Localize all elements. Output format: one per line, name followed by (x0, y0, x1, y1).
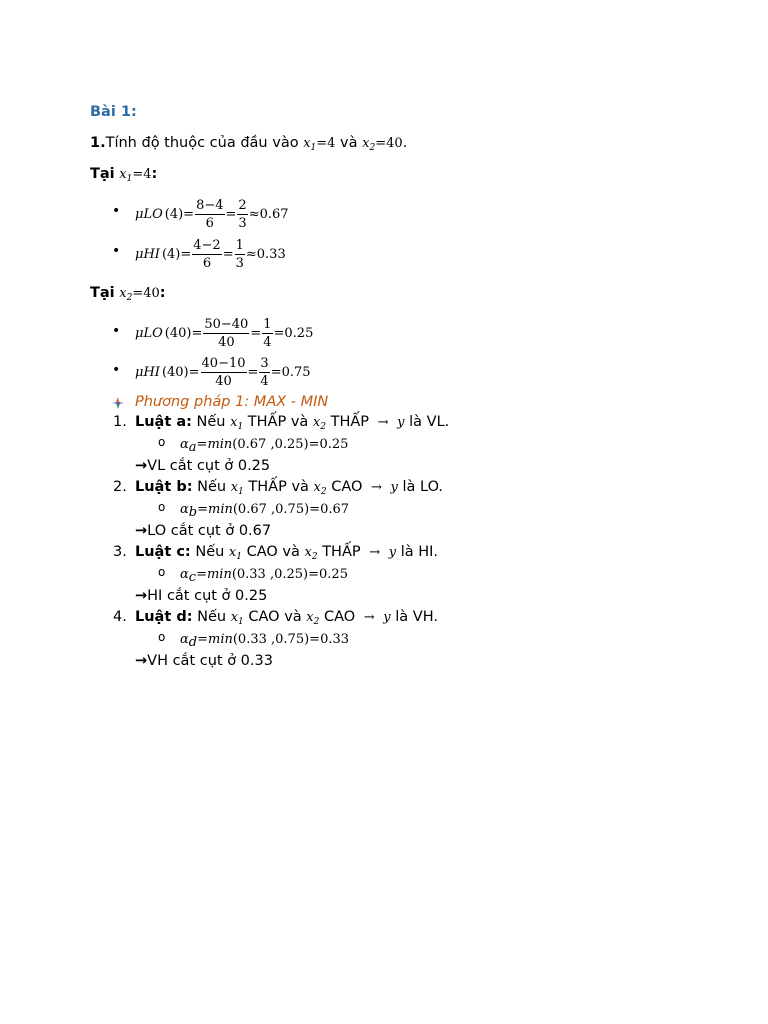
arrow-icon: → (135, 653, 148, 669)
cut-result: →VH cắt cụt ở 0.33 (135, 653, 273, 669)
implies-arrow: → (371, 480, 382, 495)
alpha-formula: $\alpha_a=\min(0.67$ ,0.25)=0.25 (180, 437, 349, 455)
rule-name: Luật c: (135, 544, 191, 560)
sub-bullet: o (158, 500, 166, 514)
formula-mu-hi-40: μ HI (40) = $\frac{40-10}{40}$ = $\frac{3}{4}$ =0.75 (135, 356, 311, 389)
bullet: • (112, 323, 121, 339)
implies-arrow: → (369, 545, 381, 560)
arrow-icon: → (135, 588, 148, 604)
cut-result: →HI cắt cụt ở 0.25 (135, 588, 268, 604)
formula-mu-lo-40: μ LO (40) = $\frac{50-40}{40}$ = $\frac{1}{4}$ =0.25 (135, 317, 314, 350)
bullet: • (112, 243, 121, 259)
rule-line: Luật a: Nếu $x_1$ THẤP và $x_2$ THẤP → y là VL. (135, 414, 450, 432)
rule-number: 1. (113, 414, 127, 430)
rule-line: Luật b: Nếu $x_1$ THẤP và $x_2$ CAO → y là LO. (135, 479, 444, 497)
bullet: • (112, 203, 121, 219)
question-1: 1.Tính độ thuộc của đầu vào $x_1=4$ và $x_2=40$. (90, 135, 408, 153)
alpha-formula: $\alpha_b=\min(0.67$ ,0.75)=0.67 (180, 502, 350, 520)
rule-name: Luật a: (135, 414, 192, 430)
formula-mu-lo-4: μ LO (4) = $\frac{8-4}{6}$ = $\frac{2}{3}$ ≈0.67 (135, 198, 289, 231)
alpha-formula: $\alpha_c=\min(0.33$ ,0.25)=0.25 (180, 567, 348, 585)
at-x2-heading: Tại $x_2=40$: (90, 285, 166, 303)
sub-bullet: o (158, 565, 166, 579)
method-heading: Phương pháp 1: MAX - MIN (135, 394, 329, 410)
implies-arrow: → (363, 610, 375, 625)
rule-name: Luật b: (135, 479, 193, 495)
var-x2: $x_2$ (362, 136, 376, 153)
bullet: • (112, 362, 121, 378)
rule-number: 2. (113, 479, 127, 495)
question-number: 1. (90, 135, 106, 151)
fraction: $\frac{40-10}{40}$ (201, 356, 246, 389)
fraction: $\frac{3}{4}$ (260, 356, 269, 389)
question-text: Tính độ thuộc của đầu vào (105, 135, 299, 151)
fraction: $\frac{8-4}{6}$ (196, 198, 224, 231)
arrow-icon: → (135, 458, 148, 474)
rule-name: Luật d: (135, 609, 193, 625)
fraction: $\frac{1}{4}$ (263, 317, 272, 350)
cut-result: →VL cắt cụt ở 0.25 (135, 458, 271, 474)
arrow-icon: → (135, 523, 148, 539)
sub-bullet: o (158, 630, 166, 644)
implies-arrow: → (377, 415, 389, 430)
var-x1: $x_1$ (303, 136, 317, 153)
exercise-title: Bài 1: (90, 104, 137, 120)
cut-result: →LO cắt cụt ở 0.67 (135, 523, 272, 539)
diamond-bullet-icon (111, 396, 125, 410)
fraction: $\frac{2}{3}$ (238, 198, 247, 231)
fraction: $\frac{50-40}{40}$ (204, 317, 249, 350)
rule-number: 3. (113, 544, 127, 560)
rule-number: 4. (113, 609, 127, 625)
fraction: $\frac{4-2}{6}$ (193, 238, 221, 271)
sub-bullet: o (158, 435, 166, 449)
fraction: $\frac{1}{3}$ (235, 238, 244, 271)
rule-line: Luật d: Nếu $x_1$ CAO và $x_2$ CAO → y là VH. (135, 609, 438, 627)
formula-mu-hi-4: μ HI (4) = $\frac{4-2}{6}$ = $\frac{1}{3}$ ≈0.33 (135, 238, 286, 271)
at-x1-heading: Tại $x_1=4$: (90, 166, 158, 184)
alpha-formula: $\alpha_d=\min(0.33$ ,0.75)=0.33 (180, 632, 350, 650)
rule-line: Luật c: Nếu $x_1$ CAO và $x_2$ THẤP → y là HI. (135, 544, 439, 562)
